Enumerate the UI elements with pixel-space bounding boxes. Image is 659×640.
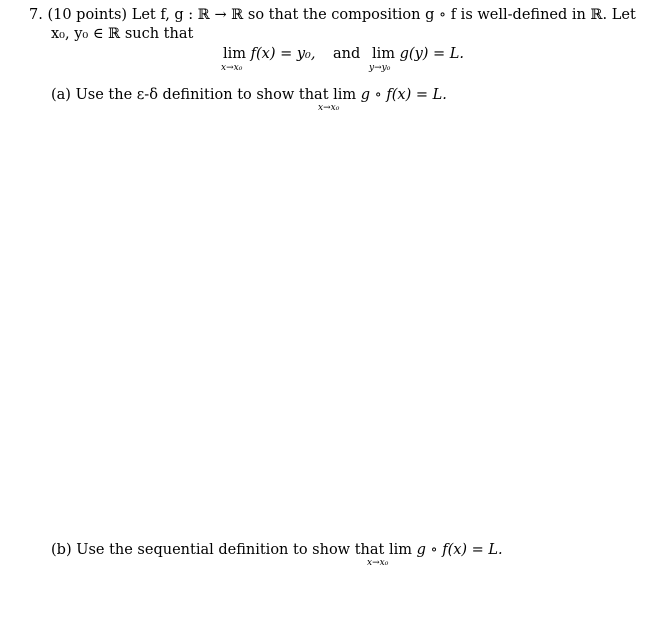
problem-statement-line-2: x₀, y₀ ∈ ℝ such that [51, 26, 194, 42]
problem-line-1 [29, 6, 636, 24]
problem-number: 7. [29, 7, 43, 23]
limit-2-subscript: y→y₀ [369, 63, 391, 73]
part-a-lim-expression: g ∘ f(x) = L. [360, 87, 447, 103]
limit-2-expression: g(y) = L. [399, 46, 465, 62]
part-a-prompt [51, 86, 447, 104]
problem-statement-line-1: Let f, g : ℝ → ℝ so that the composition g ∘ f is well-defined in ℝ. Let [131, 7, 636, 23]
part-a-label: (a) [51, 87, 71, 103]
part-b-answer-space [20, 572, 640, 636]
part-a-text: Use the ε-δ definition to show that [75, 87, 329, 103]
limit-1-word: lim [223, 46, 247, 62]
part-b-label: (b) [51, 542, 72, 558]
part-a-answer-space [20, 118, 640, 528]
limit-1-subscript: x→x₀ [221, 63, 243, 73]
part-b-lim-word: lim [388, 542, 412, 558]
part-b-text: Use the sequential definition to show that [76, 542, 385, 558]
part-b-prompt [51, 541, 503, 559]
limit-1-expression: f(x) = y₀, [250, 46, 316, 62]
part-b-lim-subscript: x→x₀ [367, 558, 389, 568]
part-a-lim-subscript: x→x₀ [318, 103, 340, 113]
part-a-lim-word: lim [333, 87, 357, 103]
limit-2-word: lim [372, 46, 396, 62]
display-limit-2 [372, 45, 464, 63]
part-b-lim-expression: g ∘ f(x) = L. [416, 542, 503, 558]
display-and: and [333, 46, 361, 62]
display-limit-1 [223, 45, 315, 63]
problem-points: (10 points) [47, 7, 128, 23]
